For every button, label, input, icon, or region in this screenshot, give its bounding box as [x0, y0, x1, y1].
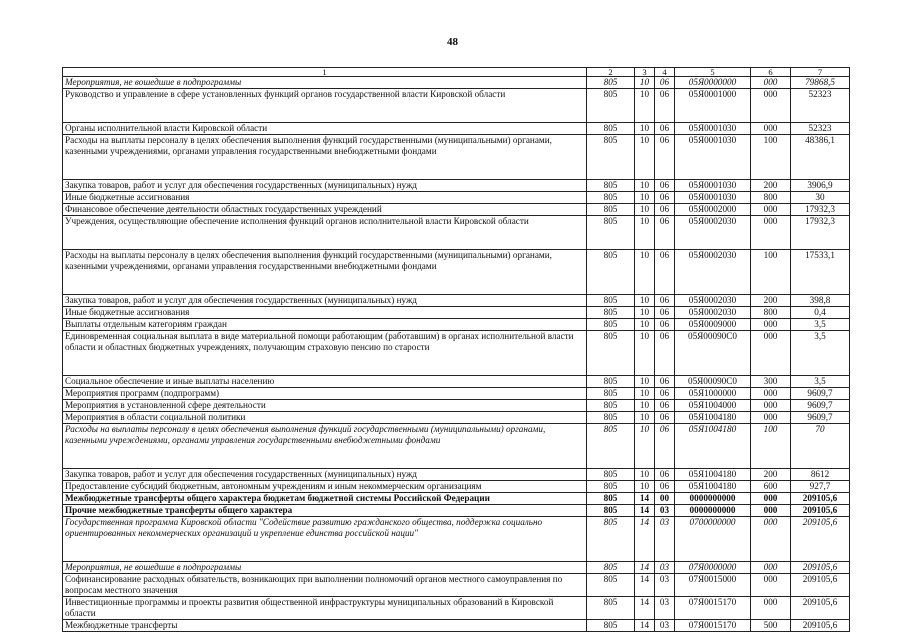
row-code-cell: 805 [587, 376, 635, 388]
row-target-article-cell: 05Я0001030 [675, 135, 751, 180]
row-expense-type-cell: 000 [751, 89, 791, 123]
row-subsection-cell: 06 [655, 77, 675, 89]
row-amount-cell: 3,5 [791, 376, 850, 388]
row-name-cell: Закупка товаров, работ и услуг для обеспечения государственных (муниципальных) нужд [63, 469, 587, 481]
row-section-cell: 10 [635, 123, 655, 135]
row-code-cell: 805 [587, 135, 635, 180]
row-section-cell: 10 [635, 481, 655, 493]
row-code-cell: 805 [587, 307, 635, 319]
row-code-cell: 805 [587, 388, 635, 400]
table-row [63, 412, 850, 424]
table-row [63, 469, 850, 481]
row-name-cell: Мероприятия в области социальной политики [63, 412, 587, 424]
row-expense-type-cell: 000 [751, 331, 791, 376]
row-code-cell: 805 [587, 331, 635, 376]
row-amount-cell: 70 [791, 424, 850, 469]
row-subsection-cell: 06 [655, 204, 675, 216]
table-row [63, 192, 850, 204]
row-code-cell: 805 [587, 319, 635, 331]
row-expense-type-cell: 000 [751, 77, 791, 89]
table-row [63, 319, 850, 331]
row-subsection-cell: 03 [655, 505, 675, 517]
row-code-cell: 805 [587, 250, 635, 295]
row-subsection-cell: 06 [655, 469, 675, 481]
table-body [63, 68, 850, 632]
row-subsection-cell: 03 [655, 517, 675, 562]
row-amount-cell: 209105,6 [791, 597, 850, 620]
row-subsection-cell: 03 [655, 562, 675, 574]
row-target-article-cell: 05Я1004180 [675, 469, 751, 481]
row-target-article-cell: 05Я0002030 [675, 250, 751, 295]
row-section-cell: 10 [635, 307, 655, 319]
row-section-cell: 14 [635, 574, 655, 597]
row-expense-type-cell: 200 [751, 180, 791, 192]
row-target-article-cell: 07Я0000000 [675, 562, 751, 574]
row-expense-type-cell: 800 [751, 307, 791, 319]
row-expense-type-cell: 000 [751, 562, 791, 574]
row-name-cell: Руководство и управление в сфере установленных функций органов государственной власти Кировской области [63, 89, 587, 123]
row-target-article-cell: 05Я1004180 [675, 424, 751, 469]
row-section-cell: 10 [635, 469, 655, 481]
row-code-cell: 805 [587, 204, 635, 216]
row-expense-type-cell: 200 [751, 295, 791, 307]
row-subsection-cell: 06 [655, 307, 675, 319]
row-code-cell: 805 [587, 400, 635, 412]
row-amount-cell: 209105,6 [791, 562, 850, 574]
row-name-cell: Межбюджетные трансферты общего характера бюджетам бюджетной системы Российской Федерации [63, 493, 587, 505]
row-amount-cell: 209105,6 [791, 574, 850, 597]
row-target-article-cell: 05Я1000000 [675, 388, 751, 400]
row-target-article-cell: 05Я0002030 [675, 216, 751, 250]
row-amount-cell: 52323 [791, 89, 850, 123]
row-amount-cell: 209105,6 [791, 620, 850, 632]
table-row [63, 517, 850, 562]
row-subsection-cell: 00 [655, 493, 675, 505]
header-cell: 3 [635, 68, 655, 77]
row-name-cell: Предоставление субсидий бюджетным, автономным учреждениям и иным некоммерческим организациям [63, 481, 587, 493]
row-expense-type-cell: 000 [751, 517, 791, 562]
row-expense-type-cell: 000 [751, 597, 791, 620]
table-row [63, 597, 850, 620]
row-target-article-cell: 05Я0009000 [675, 319, 751, 331]
row-subsection-cell: 06 [655, 400, 675, 412]
row-name-cell: Закупка товаров, работ и услуг для обеспечения государственных (муниципальных) нужд [63, 295, 587, 307]
row-expense-type-cell: 000 [751, 319, 791, 331]
row-amount-cell: 3,5 [791, 331, 850, 376]
row-expense-type-cell: 000 [751, 216, 791, 250]
row-code-cell: 805 [587, 597, 635, 620]
row-amount-cell: 52323 [791, 123, 850, 135]
row-name-cell: Мероприятия в установленной сфере деятельности [63, 400, 587, 412]
row-name-cell: Мероприятия, не вошедшие в подпрограммы [63, 562, 587, 574]
row-section-cell: 10 [635, 319, 655, 331]
row-amount-cell: 3906,9 [791, 180, 850, 192]
row-section-cell: 10 [635, 204, 655, 216]
row-subsection-cell: 03 [655, 620, 675, 632]
row-name-cell: Инвестиционные программы и проекты развития общественной инфраструктуры муниципальных образований в Кировской области [63, 597, 587, 620]
row-subsection-cell: 06 [655, 376, 675, 388]
row-code-cell: 805 [587, 562, 635, 574]
row-code-cell: 805 [587, 469, 635, 481]
row-expense-type-cell: 600 [751, 481, 791, 493]
row-section-cell: 10 [635, 250, 655, 295]
row-amount-cell: 17533,1 [791, 250, 850, 295]
row-target-article-cell: 05Я0001000 [675, 89, 751, 123]
table-row [63, 331, 850, 376]
header-cell: 1 [63, 68, 587, 77]
row-name-cell: Мероприятия программ (подпрограмм) [63, 388, 587, 400]
row-subsection-cell: 06 [655, 89, 675, 123]
row-expense-type-cell: 000 [751, 505, 791, 517]
table-row [63, 620, 850, 632]
row-name-cell: Социальное обеспечение и иные выплаты населению [63, 376, 587, 388]
row-target-article-cell: 07Я0015170 [675, 597, 751, 620]
row-section-cell: 14 [635, 597, 655, 620]
table-row [63, 574, 850, 597]
row-target-article-cell: 07Я0015000 [675, 574, 751, 597]
table-row [63, 250, 850, 295]
row-section-cell: 10 [635, 89, 655, 123]
table-row [63, 135, 850, 180]
row-target-article-cell: 05Я1004000 [675, 400, 751, 412]
row-subsection-cell: 06 [655, 216, 675, 250]
table-row [63, 123, 850, 135]
row-code-cell: 805 [587, 295, 635, 307]
row-expense-type-cell: 800 [751, 192, 791, 204]
row-expense-type-cell: 300 [751, 376, 791, 388]
row-section-cell: 14 [635, 562, 655, 574]
row-amount-cell: 3,5 [791, 319, 850, 331]
row-amount-cell: 17932,3 [791, 204, 850, 216]
row-amount-cell: 17932,3 [791, 216, 850, 250]
row-section-cell: 10 [635, 388, 655, 400]
table-row [63, 400, 850, 412]
row-amount-cell: 8612 [791, 469, 850, 481]
row-target-article-cell: 05Я1004180 [675, 481, 751, 493]
row-section-cell: 14 [635, 493, 655, 505]
row-code-cell: 805 [587, 481, 635, 493]
row-section-cell: 10 [635, 295, 655, 307]
row-expense-type-cell: 000 [751, 574, 791, 597]
row-section-cell: 10 [635, 135, 655, 180]
header-cell: 7 [791, 68, 850, 77]
row-section-cell: 10 [635, 400, 655, 412]
row-target-article-cell: 05Я00090С0 [675, 376, 751, 388]
row-amount-cell: 79868,5 [791, 77, 850, 89]
row-target-article-cell: 05Я0002030 [675, 307, 751, 319]
table-row [63, 376, 850, 388]
row-section-cell: 10 [635, 77, 655, 89]
header-cell: 2 [587, 68, 635, 77]
row-code-cell: 805 [587, 493, 635, 505]
row-section-cell: 10 [635, 192, 655, 204]
row-target-article-cell: 05Я0001030 [675, 123, 751, 135]
row-subsection-cell: 06 [655, 192, 675, 204]
row-code-cell: 805 [587, 180, 635, 192]
table-row [63, 180, 850, 192]
row-expense-type-cell: 000 [751, 204, 791, 216]
row-target-article-cell: 05Я00090С0 [675, 331, 751, 376]
table-row [63, 562, 850, 574]
table-row [63, 307, 850, 319]
header-cell: 5 [675, 68, 751, 77]
row-subsection-cell: 06 [655, 412, 675, 424]
row-section-cell: 10 [635, 216, 655, 250]
row-name-cell: Государственная программа Кировской области "Содействие развитию гражданского общества, поддержка социально ориентированных некоммерческих организаций и укрепление единства российской нации" [63, 517, 587, 562]
row-amount-cell: 9609,7 [791, 400, 850, 412]
row-code-cell: 805 [587, 574, 635, 597]
row-name-cell: Иные бюджетные ассигнования [63, 307, 587, 319]
row-subsection-cell: 06 [655, 424, 675, 469]
table-row [63, 295, 850, 307]
row-name-cell: Органы исполнительной власти Кировской области [63, 123, 587, 135]
row-subsection-cell: 06 [655, 180, 675, 192]
row-target-article-cell: 05Я1004180 [675, 412, 751, 424]
row-subsection-cell: 06 [655, 250, 675, 295]
row-code-cell: 805 [587, 424, 635, 469]
row-name-cell: Мероприятия, не вошедшие в подпрограммы [63, 77, 587, 89]
row-name-cell: Софинансирование расходных обязательств, возникающих при выполнении полномочий органов местного самоуправления по вопросам местного значения [63, 574, 587, 597]
row-target-article-cell: 05Я0001030 [675, 180, 751, 192]
row-subsection-cell: 06 [655, 135, 675, 180]
row-expense-type-cell: 000 [751, 123, 791, 135]
row-expense-type-cell: 100 [751, 250, 791, 295]
row-name-cell: Единовременная социальная выплата в виде материальной помощи работающим (работавшим) в органах исполнительной власти области и областных бюджетных учреждениях, получающим страховую пенсию по старости [63, 331, 587, 376]
row-name-cell: Иные бюджетные ассигнования [63, 192, 587, 204]
row-subsection-cell: 03 [655, 597, 675, 620]
row-target-article-cell: 05Я0000000 [675, 77, 751, 89]
row-subsection-cell: 06 [655, 295, 675, 307]
row-section-cell: 10 [635, 331, 655, 376]
row-name-cell: Выплаты отдельным категориям граждан [63, 319, 587, 331]
row-section-cell: 10 [635, 376, 655, 388]
row-amount-cell: 927,7 [791, 481, 850, 493]
row-expense-type-cell: 000 [751, 493, 791, 505]
budget-table [62, 67, 850, 632]
row-code-cell: 805 [587, 192, 635, 204]
table-row [63, 388, 850, 400]
row-amount-cell: 398,8 [791, 295, 850, 307]
row-amount-cell: 48386,1 [791, 135, 850, 180]
row-expense-type-cell: 000 [751, 400, 791, 412]
row-target-article-cell: 05Я0001030 [675, 192, 751, 204]
row-subsection-cell: 06 [655, 123, 675, 135]
table-row [63, 77, 850, 89]
row-subsection-cell: 06 [655, 331, 675, 376]
row-name-cell: Межбюджетные трансферты [63, 620, 587, 632]
row-expense-type-cell: 100 [751, 135, 791, 180]
row-code-cell: 805 [587, 412, 635, 424]
row-name-cell: Финансовое обеспечение деятельности областных государственных учреждений [63, 204, 587, 216]
table-row [63, 481, 850, 493]
row-name-cell: Прочие межбюджетные трансферты общего характера [63, 505, 587, 517]
row-target-article-cell: 05Я0002030 [675, 295, 751, 307]
row-target-article-cell: 0000000000 [675, 493, 751, 505]
row-amount-cell: 30 [791, 192, 850, 204]
header-row [63, 68, 850, 77]
row-expense-type-cell: 100 [751, 424, 791, 469]
row-expense-type-cell: 000 [751, 388, 791, 400]
row-code-cell: 805 [587, 620, 635, 632]
row-name-cell: Закупка товаров, работ и услуг для обеспечения государственных (муниципальных) нужд [63, 180, 587, 192]
table-row [63, 424, 850, 469]
row-name-cell: Учреждения, осуществляющие обеспечение исполнения функций органов исполнительной власти Кировской области [63, 216, 587, 250]
row-target-article-cell: 0000000000 [675, 505, 751, 517]
table-row [63, 89, 850, 123]
row-expense-type-cell: 500 [751, 620, 791, 632]
row-subsection-cell: 06 [655, 319, 675, 331]
table-row [63, 204, 850, 216]
row-subsection-cell: 06 [655, 388, 675, 400]
row-target-article-cell: 07Я0015170 [675, 620, 751, 632]
row-target-article-cell: 0700000000 [675, 517, 751, 562]
row-name-cell: Расходы на выплаты персоналу в целях обеспечения выполнения функций государственными (муниципальными) органами, казенными учреждениями, органами управления государственными внебюджетными фондами [63, 424, 587, 469]
table-row [63, 493, 850, 505]
row-section-cell: 14 [635, 517, 655, 562]
row-amount-cell: 209105,6 [791, 505, 850, 517]
row-subsection-cell: 03 [655, 574, 675, 597]
row-section-cell: 10 [635, 180, 655, 192]
table-row [63, 216, 850, 250]
row-expense-type-cell: 200 [751, 469, 791, 481]
row-name-cell: Расходы на выплаты персоналу в целях обеспечения выполнения функций государственными (муниципальными) органами, казенными учреждениями, органами управления государственными внебюджетными фондами [63, 250, 587, 295]
row-section-cell: 14 [635, 620, 655, 632]
row-code-cell: 805 [587, 123, 635, 135]
row-section-cell: 14 [635, 505, 655, 517]
row-name-cell: Расходы на выплаты персоналу в целях обеспечения выполнения функций государственными (муниципальными) органами, казенными учреждениями, органами управления государственными внебюджетными фондами [63, 135, 587, 180]
row-code-cell: 805 [587, 77, 635, 89]
row-code-cell: 805 [587, 505, 635, 517]
page-number: 48 [447, 36, 458, 48]
header-cell: 6 [751, 68, 791, 77]
row-expense-type-cell: 000 [751, 412, 791, 424]
row-code-cell: 805 [587, 216, 635, 250]
row-subsection-cell: 06 [655, 481, 675, 493]
row-section-cell: 10 [635, 424, 655, 469]
row-target-article-cell: 05Я0002000 [675, 204, 751, 216]
row-amount-cell: 9609,7 [791, 412, 850, 424]
row-amount-cell: 0,4 [791, 307, 850, 319]
row-amount-cell: 209105,6 [791, 517, 850, 562]
table-row [63, 505, 850, 517]
row-code-cell: 805 [587, 517, 635, 562]
header-cell: 4 [655, 68, 675, 77]
row-section-cell: 10 [635, 412, 655, 424]
row-code-cell: 805 [587, 89, 635, 123]
row-amount-cell: 9609,7 [791, 388, 850, 400]
row-amount-cell: 209105,6 [791, 493, 850, 505]
